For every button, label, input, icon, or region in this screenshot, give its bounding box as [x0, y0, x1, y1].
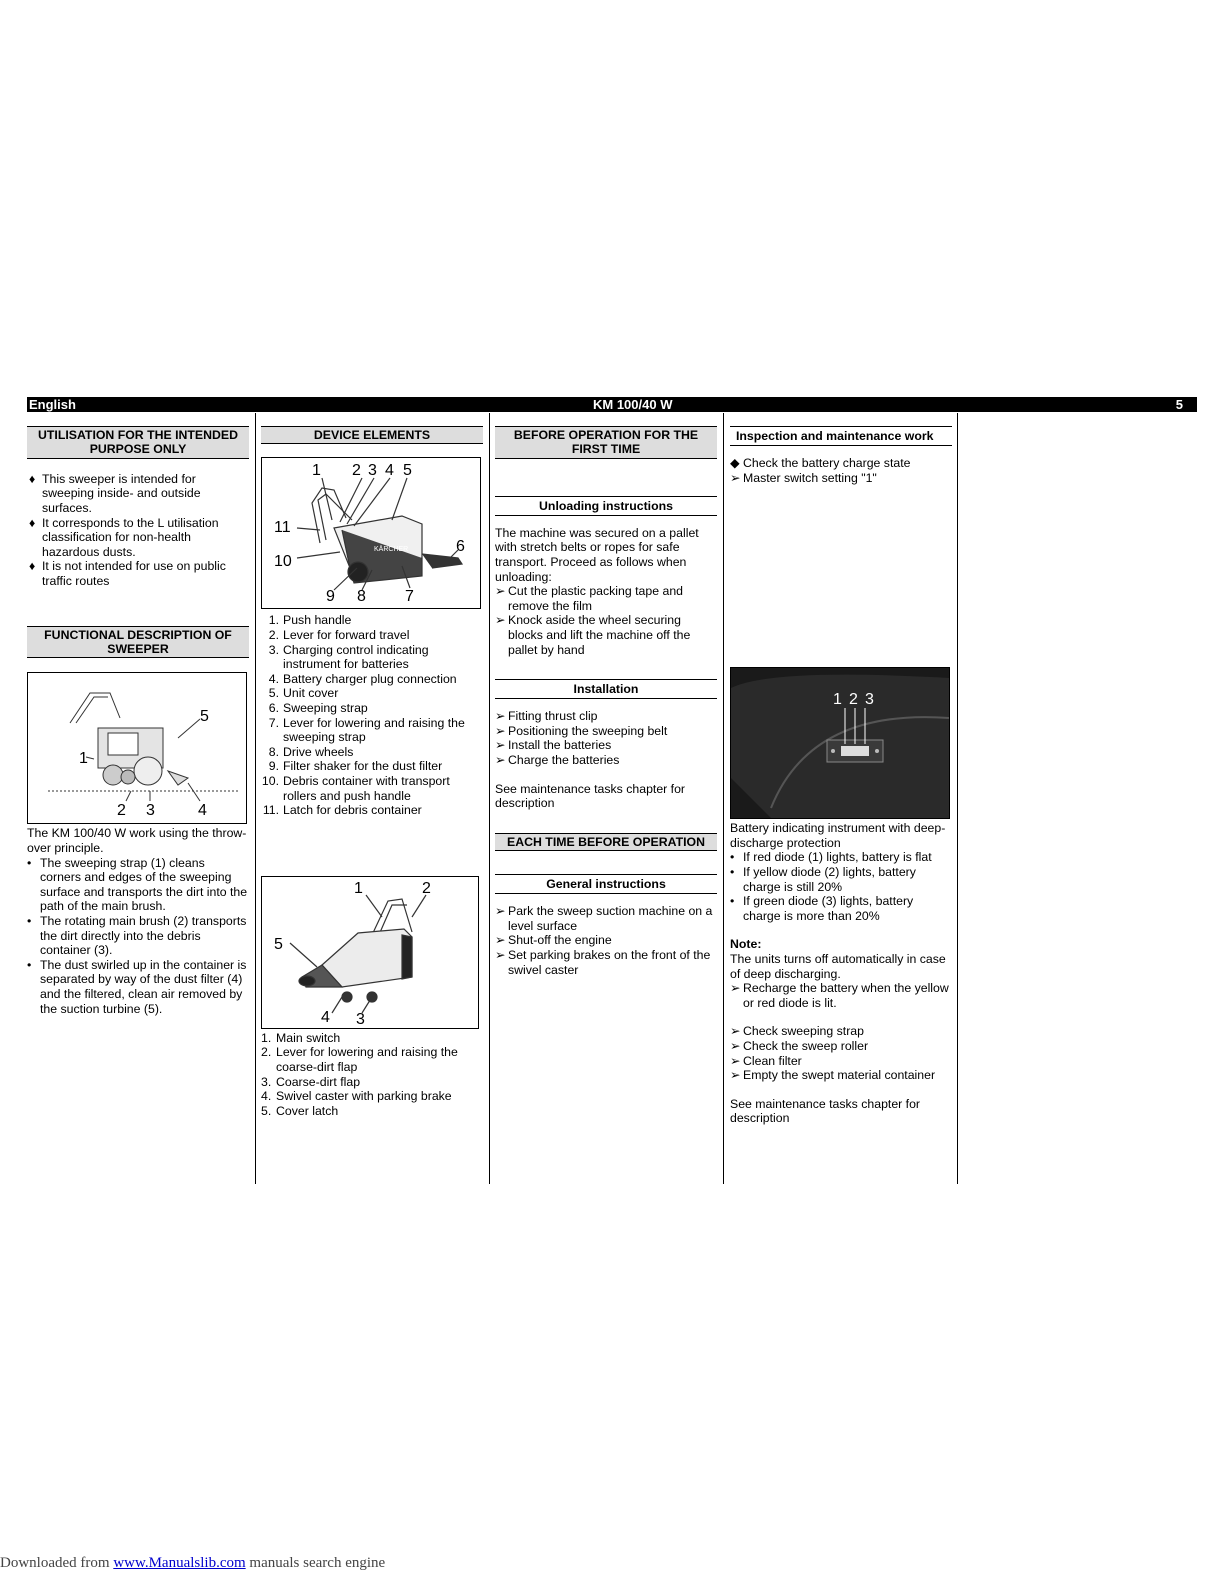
list-item: 2. Lever for forward travel: [268, 628, 410, 642]
figure-label: 4: [385, 462, 394, 480]
figure-label: 2: [117, 802, 126, 820]
list-item: ➢ Shut-off the engine: [495, 933, 612, 948]
figure-label: 1: [312, 462, 321, 480]
list-item: ➢ Fitting thrust clip: [495, 709, 598, 724]
note-label: Note:: [730, 937, 762, 952]
subheading-unloading: Unloading instructions: [495, 496, 717, 516]
list-item: ➢ Clean filter: [730, 1053, 802, 1068]
figure-label: 1: [79, 750, 88, 768]
list-item: • The rotating main brush (2) transports the dirt directly into the debris container (3).: [27, 913, 247, 958]
column-divider: [489, 413, 490, 1184]
list-item: 4. Battery charger plug connection: [268, 671, 457, 686]
bullet-icon: ◆: [730, 456, 740, 470]
list-item: ➢ Empty the swept material container: [730, 1068, 936, 1083]
list-item: ➢ Knock aside the wheel securing blocks and lift the machine off the pallet by hand: [495, 613, 691, 657]
list-item: 7. Lever for lowering and raising the sweeping strap: [268, 715, 465, 745]
list-item: ➢ Set parking brakes on the front of the swivel caster: [495, 947, 711, 977]
figure-label: 11: [274, 519, 291, 537]
list-item: ➢ Check sweeping strap: [730, 1024, 864, 1039]
column-before-operation: [495, 426, 717, 977]
section-heading-first-time: BEFORE OPERATION FOR THE FIRST TIME: [495, 426, 717, 459]
footer: [0, 1555, 385, 1572]
note-text: The units turns off automatically in case of deep discharging.: [730, 951, 946, 981]
figure-label: 4: [198, 802, 207, 820]
column-device-elements: [261, 426, 483, 1118]
maintenance-note: See maintenance tasks chapter for description: [730, 1096, 921, 1126]
unloading-steps: [495, 584, 717, 657]
device-elements-figure: [261, 457, 481, 609]
figure-label: 8: [357, 588, 366, 606]
list-item: ➢ Recharge the battery when the yellow or red diode is lit.: [730, 981, 949, 1010]
figure-label: 6: [456, 538, 465, 556]
list-item: • The dust swirled up in the container is separated by way of the dust filter (4) and the filtered, clean air removed by the suction turbine (5).: [27, 957, 247, 1016]
list-item: ◆ Check the battery charge state: [730, 456, 911, 470]
list-item: • If red diode (1) lights, battery is flat: [730, 850, 932, 865]
install-note: See maintenance tasks chapter for description: [495, 781, 686, 811]
rear-elements-list: [261, 1031, 483, 1119]
list-item: 1. Main switch: [261, 1030, 341, 1045]
battery-caption: Battery indicating instrument with deep-discharge protection: [730, 821, 946, 850]
header-page-number: 5: [1175, 397, 1183, 412]
subheading-general: General instructions: [495, 874, 717, 894]
list-item: 1. Push handle: [268, 613, 352, 628]
list-item: ➢ Master switch setting "1": [730, 470, 877, 485]
list-item: 2. Lever for lowering and raising the coarse-dirt flap: [261, 1045, 458, 1074]
subheading-installation: Installation: [495, 679, 717, 699]
column-divider: [255, 413, 256, 1184]
list-item: 10. Debris container with transport rollers and push handle: [261, 773, 450, 803]
list-item: ♦ It is not intended for use on public traffic routes: [29, 559, 226, 588]
device-elements-list: [261, 613, 483, 817]
intro-text: The KM 100/40 W work using the throw-over principle.: [27, 826, 247, 855]
list-item: ➢ Park the sweep suction machine on a level surface: [495, 904, 713, 933]
figure-label: 2: [849, 691, 858, 709]
figure-label: 2: [422, 879, 431, 897]
maintenance-steps: [730, 1024, 952, 1082]
figure-label: 5: [200, 708, 209, 726]
figure-label: 9: [326, 588, 335, 606]
figure-label: 3: [368, 462, 377, 480]
figure-label: 10: [274, 553, 292, 571]
list-item: ♦ It corresponds to the L utilisation classification for non-health hazardous dusts.: [29, 515, 219, 559]
section-heading-inspection: Inspection and maintenance work: [730, 426, 952, 446]
device-elements-rear-figure: [261, 876, 479, 1029]
list-item: ➢ Cut the plastic packing tape and remove the film: [495, 584, 684, 613]
list-item: 4. Swivel caster with parking brake: [261, 1089, 452, 1104]
install-steps: [495, 709, 717, 767]
column-divider: [957, 413, 958, 1184]
figure-label: 3: [146, 802, 155, 820]
list-item: 5. Unit cover: [268, 686, 339, 701]
header-bar: [27, 397, 1197, 412]
list-item: • The sweeping strap (1) cleans corners and edges of the sweeping surface and transports the dirt into the path of the main brush.: [27, 855, 248, 914]
general-steps: [495, 904, 717, 977]
unloading-text: The machine was secured on a pallet with stretch belts or ropes for safe transport. Proceed as follows when unloading:: [495, 525, 699, 584]
figure-label: 2: [352, 462, 361, 480]
section-heading-utilisation: UTILISATION FOR THE INTENDED PURPOSE ONLY: [27, 426, 249, 459]
list-item: • If yellow diode (2) lights, battery charge is still 20%: [730, 864, 916, 894]
header-language: English: [29, 397, 76, 412]
list-item: 11. Latch for debris container: [262, 803, 422, 818]
figure-label: 1: [833, 691, 842, 709]
figure-label: 4: [321, 1008, 330, 1026]
section-heading-device-elements: DEVICE ELEMENTS: [261, 426, 483, 444]
sweeper-function-figure: [27, 672, 247, 824]
figure-label: 7: [405, 588, 414, 606]
column-usage: [27, 426, 249, 1016]
brand-label: KÄRCHER: [374, 546, 409, 554]
check-list: [730, 456, 952, 485]
function-list: [27, 856, 249, 1017]
list-item: 5. Cover latch: [261, 1103, 339, 1118]
list-item: ➢ Install the batteries: [495, 738, 612, 753]
footer-suffix: manuals search engine: [245, 1555, 386, 1571]
usage-list: [27, 472, 249, 589]
list-item: 8. Drive wheels: [268, 744, 354, 759]
figure-label: 3: [356, 1010, 365, 1028]
list-item: ➢ Positioning the sweeping belt: [495, 723, 668, 738]
note-steps: [730, 981, 952, 1010]
list-item: 3. Coarse-dirt flap: [261, 1074, 361, 1089]
list-item: ➢ Check the sweep roller: [730, 1038, 869, 1053]
list-item: 9. Filter shaker for the dust filter: [268, 759, 443, 774]
figure-label: 5: [274, 935, 283, 953]
list-item: • If green diode (3) lights, battery charge is more than 20%: [730, 894, 914, 923]
figure-label: 3: [865, 691, 874, 709]
list-item: 3. Charging control indicating instrument for batteries: [268, 642, 429, 672]
list-item: ♦ This sweeper is intended for sweeping inside- and outside surfaces.: [29, 471, 201, 515]
column-inspection: [730, 426, 952, 1126]
diode-list: [730, 850, 952, 923]
section-heading-each-time: EACH TIME BEFORE OPERATION: [495, 833, 717, 851]
section-heading-functional: FUNCTIONAL DESCRIPTION OF SWEEPER: [27, 626, 249, 659]
column-divider: [723, 413, 724, 1184]
battery-indicator-photo: [730, 667, 950, 819]
figure-label: 1: [354, 879, 363, 897]
list-item: 6. Sweeping strap: [268, 700, 368, 715]
figure-label: 5: [403, 462, 412, 480]
manualslib-link[interactable]: www.Manualslib.com: [113, 1555, 246, 1571]
arrow-icon: ➢: [730, 470, 741, 485]
list-item: ➢ Charge the batteries: [495, 752, 620, 767]
footer-prefix: Downloaded from: [0, 1555, 114, 1571]
header-model: KM 100/40 W: [593, 397, 673, 412]
